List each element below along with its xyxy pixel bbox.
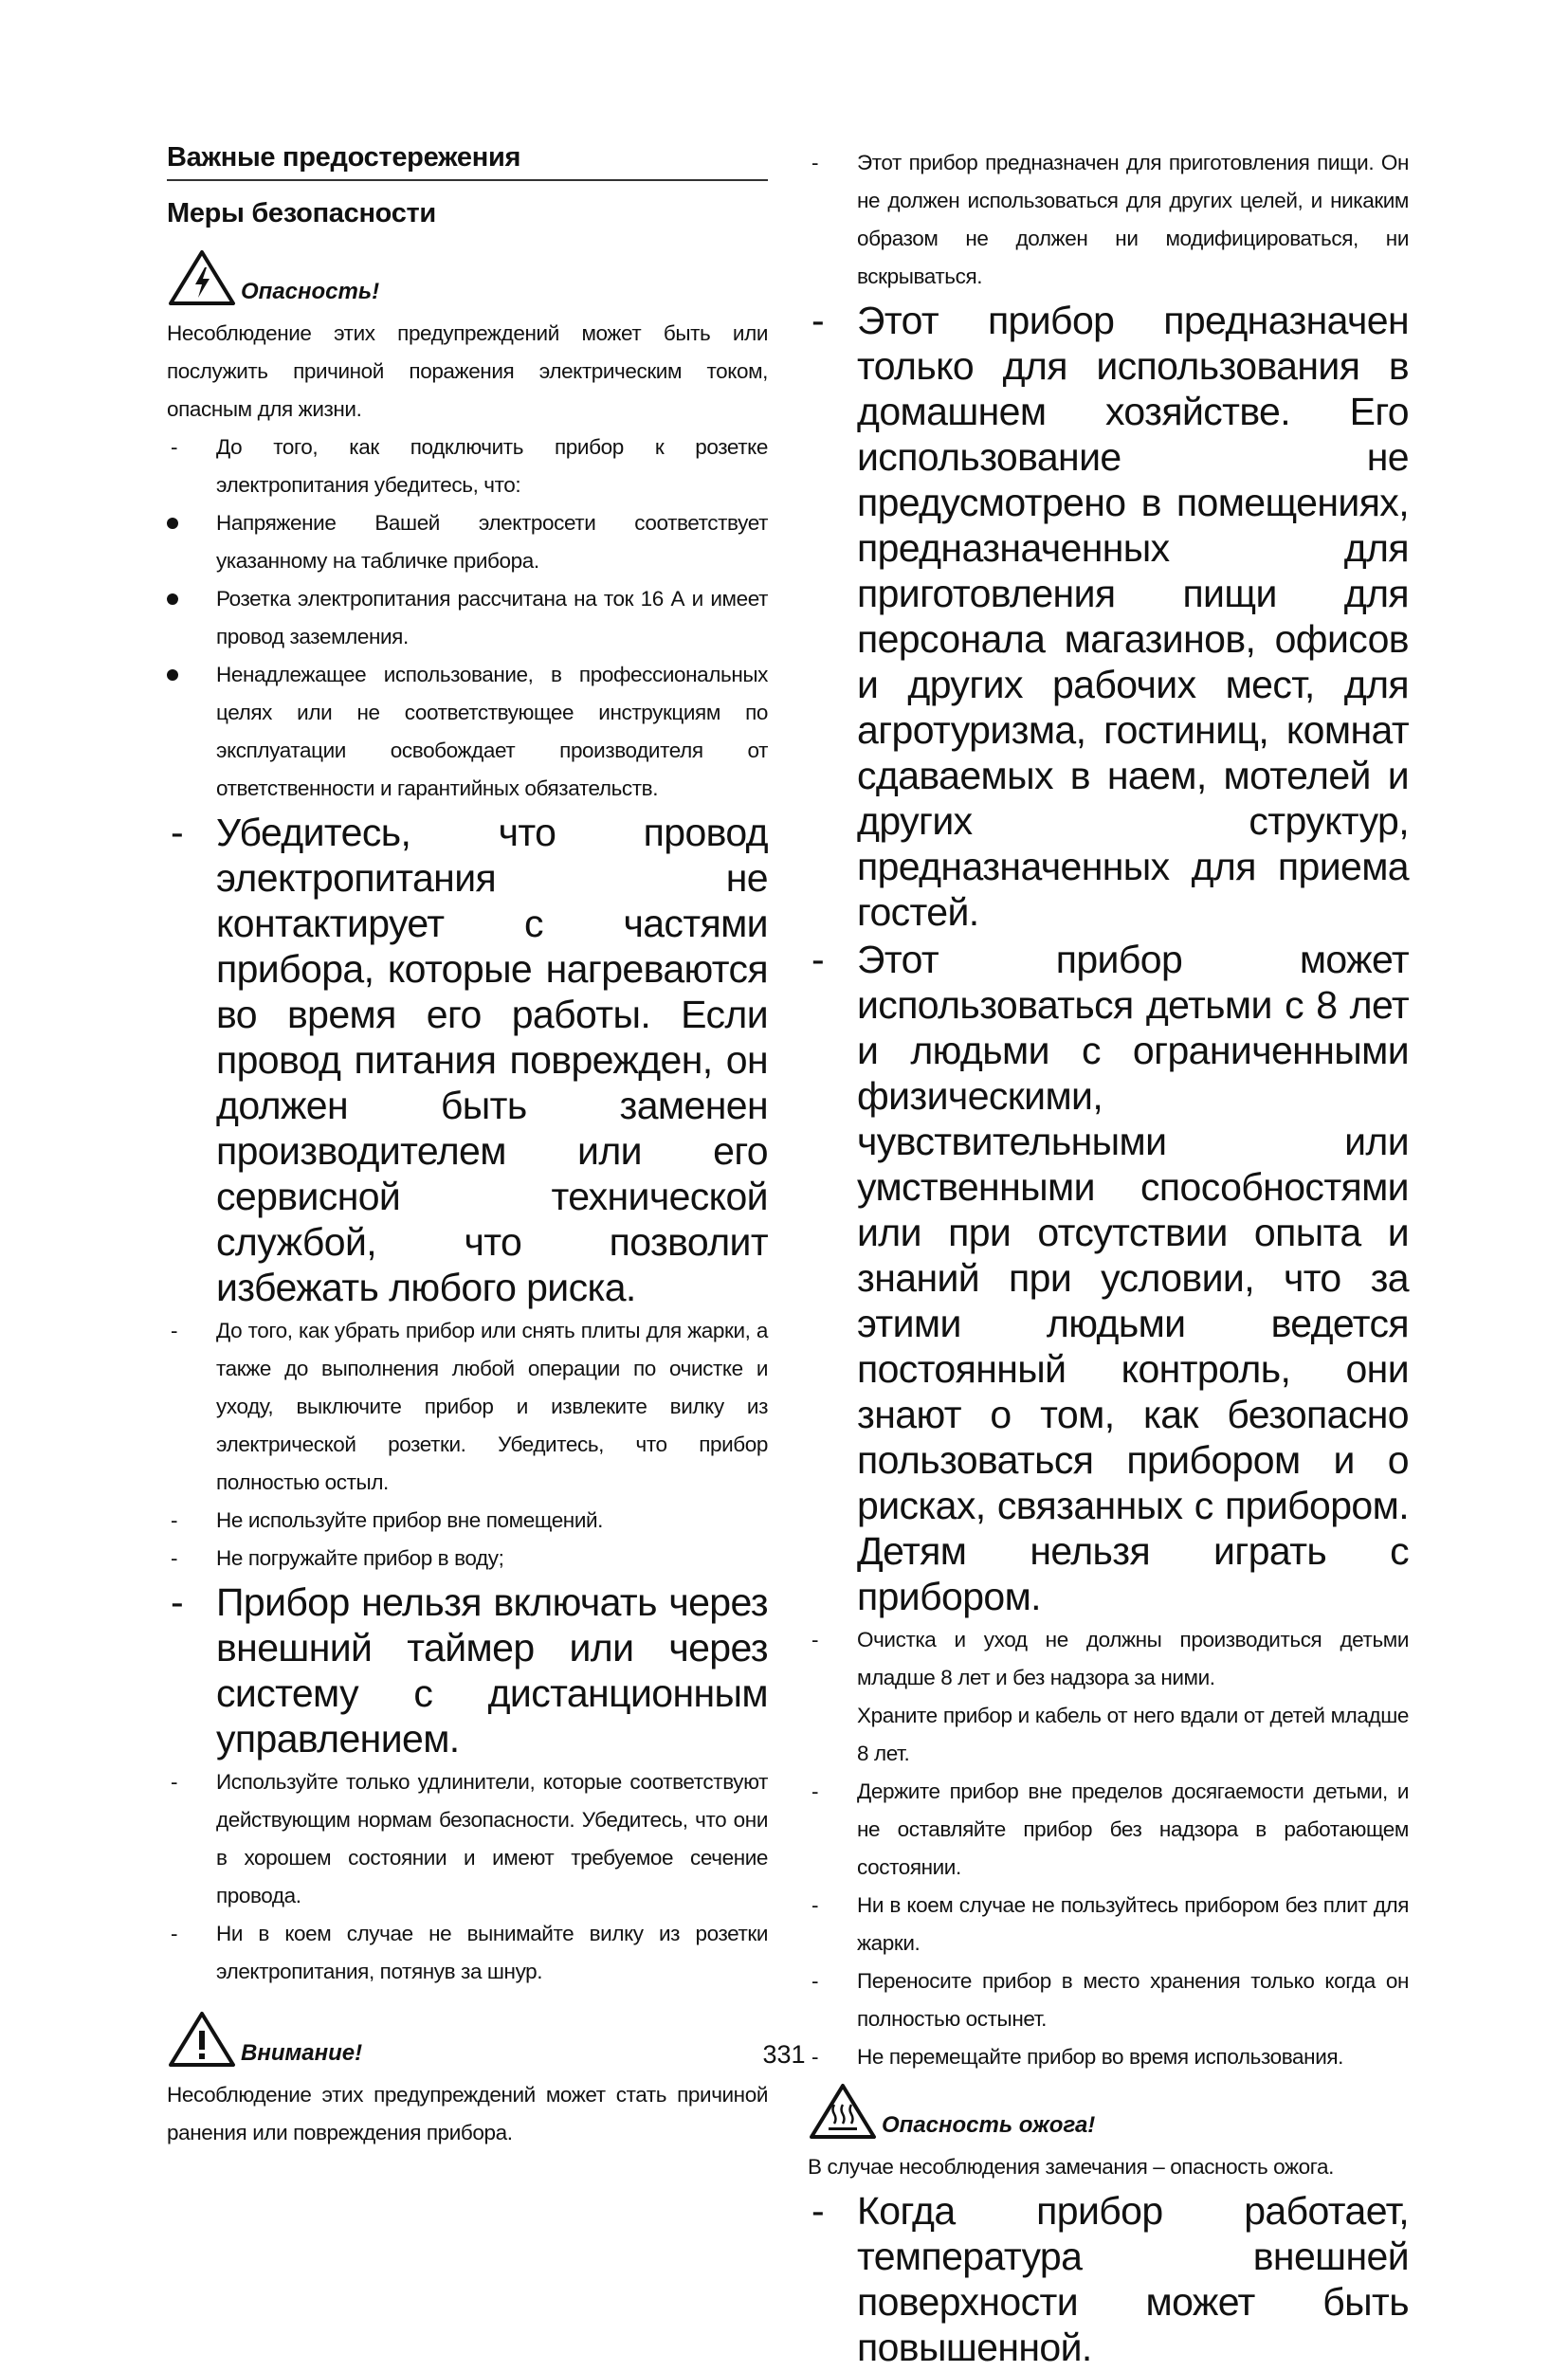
list-item bbox=[808, 1887, 1409, 1962]
item-text: Этот прибор предназначен только для использования в домашнем хозяйстве. Его использование не предусмотрено в помещениях, предназначенных для приготовления пищи для персонала магазинов, офисов и других рабочих мест, для агротуризма, гостиниц, комнат сдаваемых в наем, мотелей и других структур, предназначенных для приема гостей. bbox=[857, 299, 1409, 934]
list-item bbox=[167, 1540, 768, 1578]
list-item bbox=[167, 1312, 768, 1502]
item-text: До того, как подключить прибор к розетке электропитания убедитесь, что: bbox=[216, 435, 768, 497]
emphasis-item bbox=[808, 2188, 1409, 2370]
list-subparagraph: Храните прибор и кабель от него вдали от детей младше 8 лет. bbox=[857, 1704, 1409, 1765]
dash-marker: - bbox=[171, 1546, 178, 1570]
bullet-item bbox=[167, 656, 768, 808]
list-item bbox=[808, 1962, 1409, 2038]
item-text: Прибор нельзя включать через внешний таймер или через систему с дистанционным управлением. bbox=[216, 1580, 768, 1761]
list-item bbox=[167, 1763, 768, 1915]
item-text: Когда прибор работает, температура внешней поверхности может быть повышенной. bbox=[857, 2189, 1409, 2369]
item-text: Переносите прибор в место хранения только когда он полностью остынет. bbox=[857, 1969, 1409, 2031]
item-text: Ни в коем случае не пользуйтесь прибором без плит для жарки. bbox=[857, 1893, 1409, 1955]
burn-text: В случае несоблюдения замечания – опасность ожога. bbox=[808, 2155, 1335, 2179]
left-column bbox=[167, 142, 768, 2152]
list-item bbox=[808, 144, 1409, 296]
bullet-item bbox=[167, 504, 768, 580]
attention-label: Внимание! bbox=[241, 2040, 363, 2066]
list-item bbox=[808, 1773, 1409, 1887]
burn-warning bbox=[808, 2082, 1409, 2141]
bullet-marker bbox=[167, 593, 178, 605]
item-text: Розетка электропитания рассчитана на ток 16 А и имеет провод заземления. bbox=[216, 587, 768, 648]
dash-marker: - bbox=[171, 811, 184, 854]
item-text: Напряжение Вашей электросети соответствует указанному на табличке прибора. bbox=[216, 511, 768, 573]
list-item bbox=[808, 1621, 1409, 1697]
bullet-marker bbox=[167, 518, 178, 529]
dash-marker: - bbox=[171, 1508, 178, 1532]
dash-marker: - bbox=[811, 938, 825, 981]
list-item bbox=[167, 1915, 768, 1991]
electric-hazard-icon bbox=[167, 248, 237, 307]
emphasis-item bbox=[808, 298, 1409, 935]
page-number: 331 bbox=[762, 2040, 806, 2069]
item-text: Очистка и уход не должны производиться детьми младше 8 лет и без надзора за ними. bbox=[857, 1628, 1409, 1689]
dash-marker: - bbox=[811, 2189, 825, 2233]
dash-marker: - bbox=[171, 435, 178, 459]
dash-marker: - bbox=[811, 1628, 819, 1651]
dash-marker: - bbox=[171, 1319, 178, 1342]
dash-marker: - bbox=[811, 151, 819, 174]
hot-surface-icon bbox=[808, 2082, 878, 2141]
burn-label: Опасность ожога! bbox=[882, 2112, 1096, 2138]
danger-warning bbox=[167, 248, 768, 307]
bullet-item bbox=[167, 580, 768, 656]
dash-marker: - bbox=[171, 1770, 178, 1794]
danger-intro: Несоблюдение этих предупреждений может быть или послужить причиной поражения электрическим током, опасным для жизни. bbox=[167, 321, 768, 421]
item-text: Не погружайте прибор в воду; bbox=[216, 1546, 504, 1570]
emphasis-item bbox=[808, 937, 1409, 1619]
dash-marker: - bbox=[171, 1580, 184, 1624]
attention-text: Несоблюдение этих предупреждений может стать причиной ранения или повреждения прибора. bbox=[167, 2083, 768, 2144]
section-heading: Важные предостережения bbox=[167, 142, 768, 181]
item-text: Ни в коем случае не вынимайте вилку из розетки электропитания, потянув за шнур. bbox=[216, 1922, 768, 1983]
bullet-marker bbox=[167, 669, 178, 681]
dash-marker: - bbox=[811, 1969, 819, 1993]
item-text: Убедитесь, что провод электропитания не контактирует с частями прибора, которые нагреваются во время его работы. Если провод питания поврежден, он должен быть заменен производителем или его сервисной технической службой, что позволит избежать любого риска. bbox=[216, 811, 768, 1309]
item-text: Этот прибор может использоваться детьми с 8 лет и людьми с ограниченными физическими, чувствительными или умственными способностями или при отсутствии опыта и знаний при условии, что за этими людьми ведется постоянный контроль, они знают о том, как безопасно пользоваться прибором и о рисках, связанных с прибором. Детям нельзя играть с прибором. bbox=[857, 938, 1409, 1618]
item-text: Ненадлежащее использование, в профессиональных целях или не соответствующее инструкциям по эксплуатации освобождает производителя от ответственности и гарантийных обязательств. bbox=[216, 663, 768, 800]
item-text: Используйте только удлинители, которые соответствуют действующим нормам безопасности. Убедитесь, что они в хорошем состоянии и имеют требуемое сечение провода. bbox=[216, 1770, 768, 1907]
dash-marker: - bbox=[811, 1893, 819, 1917]
item-text: Не перемещайте прибор во время использования. bbox=[857, 2045, 1344, 2069]
item-text: Не используйте прибор вне помещений. bbox=[216, 1508, 604, 1532]
dash-marker: - bbox=[811, 1779, 819, 1803]
list-item bbox=[167, 1502, 768, 1540]
dash-marker: - bbox=[171, 1922, 178, 1945]
dash-marker: - bbox=[811, 299, 825, 342]
dash-marker: - bbox=[811, 2045, 819, 2069]
right-column bbox=[808, 144, 1409, 2372]
item-text: Держите прибор вне пределов досягаемости детьми, и не оставляйте прибор без надзора в работающем состоянии. bbox=[857, 1779, 1409, 1879]
section-subheading: Меры безопасности bbox=[167, 198, 436, 228]
emphasis-item bbox=[167, 810, 768, 1310]
list-item bbox=[167, 429, 768, 504]
item-text: До того, как убрать прибор или снять плиты для жарки, а также до выполнения любой операции по очистке и уходу, выключите прибор и извлеките вилку из электрической розетки. Убедитесь, что прибор полностью остыл. bbox=[216, 1319, 768, 1494]
emphasis-item bbox=[167, 1579, 768, 1761]
item-text: Этот прибор предназначен для приготовления пищи. Он не должен использоваться для других целей, и никаким образом не должен ни модифицироваться, ни вскрываться. bbox=[857, 151, 1409, 288]
danger-label: Опасность! bbox=[241, 279, 380, 304]
